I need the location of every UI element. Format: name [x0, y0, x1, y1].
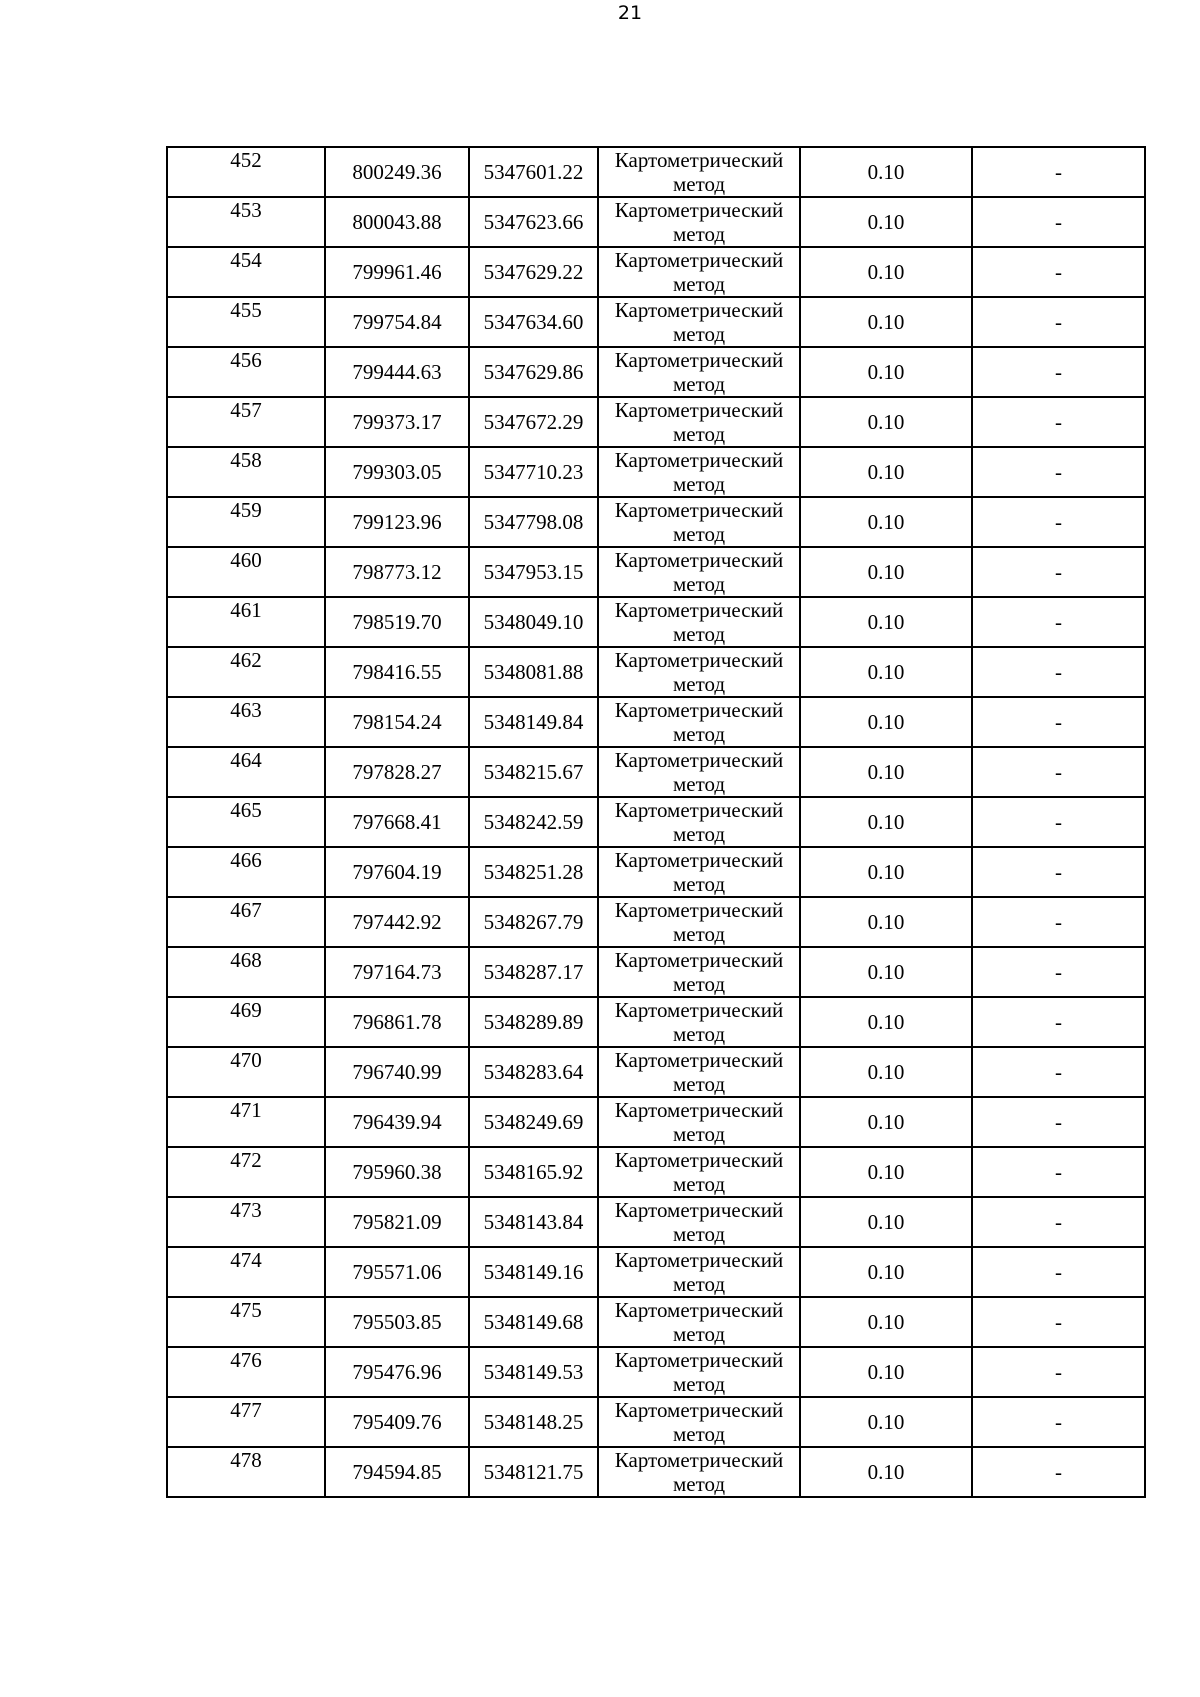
method-cell: Картометрический метод [598, 147, 800, 197]
x-coordinate-cell: 795571.06 [325, 1247, 469, 1297]
note-cell: - [972, 997, 1145, 1047]
table-row [167, 1047, 1145, 1097]
x-coordinate-cell: 797604.19 [325, 847, 469, 897]
accuracy-cell: 0.10 [800, 897, 972, 947]
table-row [167, 197, 1145, 247]
method-cell: Картометрический метод [598, 1297, 800, 1347]
method-cell: Картометрический метод [598, 597, 800, 647]
method-cell: Картометрический метод [598, 1397, 800, 1447]
table-row [167, 1297, 1145, 1347]
x-coordinate-cell: 794594.85 [325, 1447, 469, 1497]
table-row [167, 347, 1145, 397]
method-cell: Картометрический метод [598, 247, 800, 297]
method-cell: Картометрический метод [598, 747, 800, 797]
point-number-cell: 472 [167, 1147, 325, 1197]
y-coordinate-cell: 5348081.88 [469, 647, 598, 697]
method-cell: Картометрический метод [598, 1197, 800, 1247]
accuracy-cell: 0.10 [800, 647, 972, 697]
table-row [167, 547, 1145, 597]
method-cell: Картометрический метод [598, 1447, 800, 1497]
x-coordinate-cell: 800043.88 [325, 197, 469, 247]
x-coordinate-cell: 796861.78 [325, 997, 469, 1047]
method-cell: Картометрический метод [598, 297, 800, 347]
y-coordinate-cell: 5347601.22 [469, 147, 598, 197]
point-number-cell: 458 [167, 447, 325, 497]
note-cell: - [972, 947, 1145, 997]
method-cell: Картометрический метод [598, 997, 800, 1047]
x-coordinate-cell: 796439.94 [325, 1097, 469, 1147]
point-number-cell: 457 [167, 397, 325, 447]
point-number-cell: 452 [167, 147, 325, 197]
accuracy-cell: 0.10 [800, 597, 972, 647]
table-row [167, 947, 1145, 997]
y-coordinate-cell: 5347710.23 [469, 447, 598, 497]
y-coordinate-cell: 5347623.66 [469, 197, 598, 247]
y-coordinate-cell: 5348251.28 [469, 847, 598, 897]
point-number-cell: 456 [167, 347, 325, 397]
point-number-cell: 478 [167, 1447, 325, 1497]
note-cell: - [972, 197, 1145, 247]
note-cell: - [972, 897, 1145, 947]
method-cell: Картометрический метод [598, 1347, 800, 1397]
method-cell: Картометрический метод [598, 697, 800, 747]
note-cell: - [972, 397, 1145, 447]
note-cell: - [972, 447, 1145, 497]
method-cell: Картометрический метод [598, 497, 800, 547]
accuracy-cell: 0.10 [800, 1247, 972, 1297]
y-coordinate-cell: 5347798.08 [469, 497, 598, 547]
accuracy-cell: 0.10 [800, 247, 972, 297]
note-cell: - [972, 1097, 1145, 1147]
y-coordinate-cell: 5348149.84 [469, 697, 598, 747]
accuracy-cell: 0.10 [800, 297, 972, 347]
accuracy-cell: 0.10 [800, 1397, 972, 1447]
x-coordinate-cell: 795409.76 [325, 1397, 469, 1447]
table-row [167, 597, 1145, 647]
coordinates-table [166, 146, 1146, 1498]
table-row [167, 147, 1145, 197]
y-coordinate-cell: 5347672.29 [469, 397, 598, 447]
table-row [167, 1347, 1145, 1397]
note-cell: - [972, 1047, 1145, 1097]
x-coordinate-cell: 797442.92 [325, 897, 469, 947]
note-cell: - [972, 1447, 1145, 1497]
note-cell: - [972, 1397, 1145, 1447]
point-number-cell: 476 [167, 1347, 325, 1397]
point-number-cell: 465 [167, 797, 325, 847]
point-number-cell: 463 [167, 697, 325, 747]
method-cell: Картометрический метод [598, 1147, 800, 1197]
table-row [167, 1247, 1145, 1297]
x-coordinate-cell: 795960.38 [325, 1147, 469, 1197]
method-cell: Картометрический метод [598, 947, 800, 997]
table-row [167, 647, 1145, 697]
note-cell: - [972, 1147, 1145, 1197]
x-coordinate-cell: 799123.96 [325, 497, 469, 547]
table-row [167, 1447, 1145, 1497]
x-coordinate-cell: 799303.05 [325, 447, 469, 497]
method-cell: Картометрический метод [598, 647, 800, 697]
method-cell: Картометрический метод [598, 797, 800, 847]
note-cell: - [972, 797, 1145, 847]
accuracy-cell: 0.10 [800, 147, 972, 197]
method-cell: Картометрический метод [598, 847, 800, 897]
table-row [167, 247, 1145, 297]
accuracy-cell: 0.10 [800, 1347, 972, 1397]
table-row [167, 1197, 1145, 1247]
method-cell: Картометрический метод [598, 547, 800, 597]
x-coordinate-cell: 799373.17 [325, 397, 469, 447]
note-cell: - [972, 347, 1145, 397]
point-number-cell: 453 [167, 197, 325, 247]
point-number-cell: 459 [167, 497, 325, 547]
accuracy-cell: 0.10 [800, 447, 972, 497]
table-row [167, 797, 1145, 847]
note-cell: - [972, 847, 1145, 897]
accuracy-cell: 0.10 [800, 497, 972, 547]
note-cell: - [972, 597, 1145, 647]
page-number: 21 [617, 2, 643, 24]
table-row [167, 1147, 1145, 1197]
point-number-cell: 474 [167, 1247, 325, 1297]
table-row [167, 297, 1145, 347]
accuracy-cell: 0.10 [800, 947, 972, 997]
y-coordinate-cell: 5348267.79 [469, 897, 598, 947]
table-row [167, 447, 1145, 497]
note-cell: - [972, 147, 1145, 197]
y-coordinate-cell: 5348121.75 [469, 1447, 598, 1497]
point-number-cell: 473 [167, 1197, 325, 1247]
accuracy-cell: 0.10 [800, 1447, 972, 1497]
method-cell: Картометрический метод [598, 1047, 800, 1097]
note-cell: - [972, 297, 1145, 347]
accuracy-cell: 0.10 [800, 1097, 972, 1147]
table-row [167, 847, 1145, 897]
note-cell: - [972, 1347, 1145, 1397]
coordinates-table-body [167, 147, 1145, 1497]
accuracy-cell: 0.10 [800, 197, 972, 247]
method-cell: Картометрический метод [598, 1247, 800, 1297]
x-coordinate-cell: 797164.73 [325, 947, 469, 997]
point-number-cell: 475 [167, 1297, 325, 1347]
x-coordinate-cell: 798773.12 [325, 547, 469, 597]
x-coordinate-cell: 796740.99 [325, 1047, 469, 1097]
x-coordinate-cell: 795476.96 [325, 1347, 469, 1397]
y-coordinate-cell: 5348242.59 [469, 797, 598, 847]
x-coordinate-cell: 799444.63 [325, 347, 469, 397]
y-coordinate-cell: 5348149.68 [469, 1297, 598, 1347]
note-cell: - [972, 547, 1145, 597]
table-row [167, 397, 1145, 447]
y-coordinate-cell: 5347629.22 [469, 247, 598, 297]
y-coordinate-cell: 5348165.92 [469, 1147, 598, 1197]
y-coordinate-cell: 5348149.16 [469, 1247, 598, 1297]
accuracy-cell: 0.10 [800, 347, 972, 397]
y-coordinate-cell: 5348283.64 [469, 1047, 598, 1097]
note-cell: - [972, 647, 1145, 697]
point-number-cell: 467 [167, 897, 325, 947]
note-cell: - [972, 747, 1145, 797]
x-coordinate-cell: 797668.41 [325, 797, 469, 847]
y-coordinate-cell: 5348143.84 [469, 1197, 598, 1247]
accuracy-cell: 0.10 [800, 1047, 972, 1097]
point-number-cell: 468 [167, 947, 325, 997]
accuracy-cell: 0.10 [800, 1147, 972, 1197]
point-number-cell: 454 [167, 247, 325, 297]
accuracy-cell: 0.10 [800, 747, 972, 797]
note-cell: - [972, 247, 1145, 297]
note-cell: - [972, 697, 1145, 747]
point-number-cell: 470 [167, 1047, 325, 1097]
accuracy-cell: 0.10 [800, 697, 972, 747]
x-coordinate-cell: 798416.55 [325, 647, 469, 697]
point-number-cell: 460 [167, 547, 325, 597]
method-cell: Картометрический метод [598, 347, 800, 397]
point-number-cell: 462 [167, 647, 325, 697]
method-cell: Картометрический метод [598, 1097, 800, 1147]
point-number-cell: 477 [167, 1397, 325, 1447]
table-row [167, 1397, 1145, 1447]
y-coordinate-cell: 5348148.25 [469, 1397, 598, 1447]
point-number-cell: 461 [167, 597, 325, 647]
accuracy-cell: 0.10 [800, 847, 972, 897]
point-number-cell: 466 [167, 847, 325, 897]
y-coordinate-cell: 5348287.17 [469, 947, 598, 997]
accuracy-cell: 0.10 [800, 1197, 972, 1247]
x-coordinate-cell: 795821.09 [325, 1197, 469, 1247]
accuracy-cell: 0.10 [800, 1297, 972, 1347]
y-coordinate-cell: 5348149.53 [469, 1347, 598, 1397]
table-row [167, 747, 1145, 797]
method-cell: Картометрический метод [598, 897, 800, 947]
note-cell: - [972, 1247, 1145, 1297]
point-number-cell: 464 [167, 747, 325, 797]
table-row [167, 997, 1145, 1047]
y-coordinate-cell: 5347953.15 [469, 547, 598, 597]
table-row [167, 697, 1145, 747]
table-row [167, 1097, 1145, 1147]
accuracy-cell: 0.10 [800, 397, 972, 447]
y-coordinate-cell: 5348049.10 [469, 597, 598, 647]
x-coordinate-cell: 799754.84 [325, 297, 469, 347]
table-row [167, 897, 1145, 947]
y-coordinate-cell: 5347629.86 [469, 347, 598, 397]
point-number-cell: 469 [167, 997, 325, 1047]
table-row [167, 497, 1145, 547]
note-cell: - [972, 1297, 1145, 1347]
accuracy-cell: 0.10 [800, 797, 972, 847]
accuracy-cell: 0.10 [800, 997, 972, 1047]
y-coordinate-cell: 5348249.69 [469, 1097, 598, 1147]
x-coordinate-cell: 797828.27 [325, 747, 469, 797]
note-cell: - [972, 1197, 1145, 1247]
method-cell: Картометрический метод [598, 397, 800, 447]
method-cell: Картометрический метод [598, 197, 800, 247]
method-cell: Картометрический метод [598, 447, 800, 497]
point-number-cell: 471 [167, 1097, 325, 1147]
point-number-cell: 455 [167, 297, 325, 347]
x-coordinate-cell: 795503.85 [325, 1297, 469, 1347]
y-coordinate-cell: 5348215.67 [469, 747, 598, 797]
y-coordinate-cell: 5347634.60 [469, 297, 598, 347]
y-coordinate-cell: 5348289.89 [469, 997, 598, 1047]
x-coordinate-cell: 798154.24 [325, 697, 469, 747]
note-cell: - [972, 497, 1145, 547]
x-coordinate-cell: 799961.46 [325, 247, 469, 297]
accuracy-cell: 0.10 [800, 547, 972, 597]
x-coordinate-cell: 800249.36 [325, 147, 469, 197]
x-coordinate-cell: 798519.70 [325, 597, 469, 647]
